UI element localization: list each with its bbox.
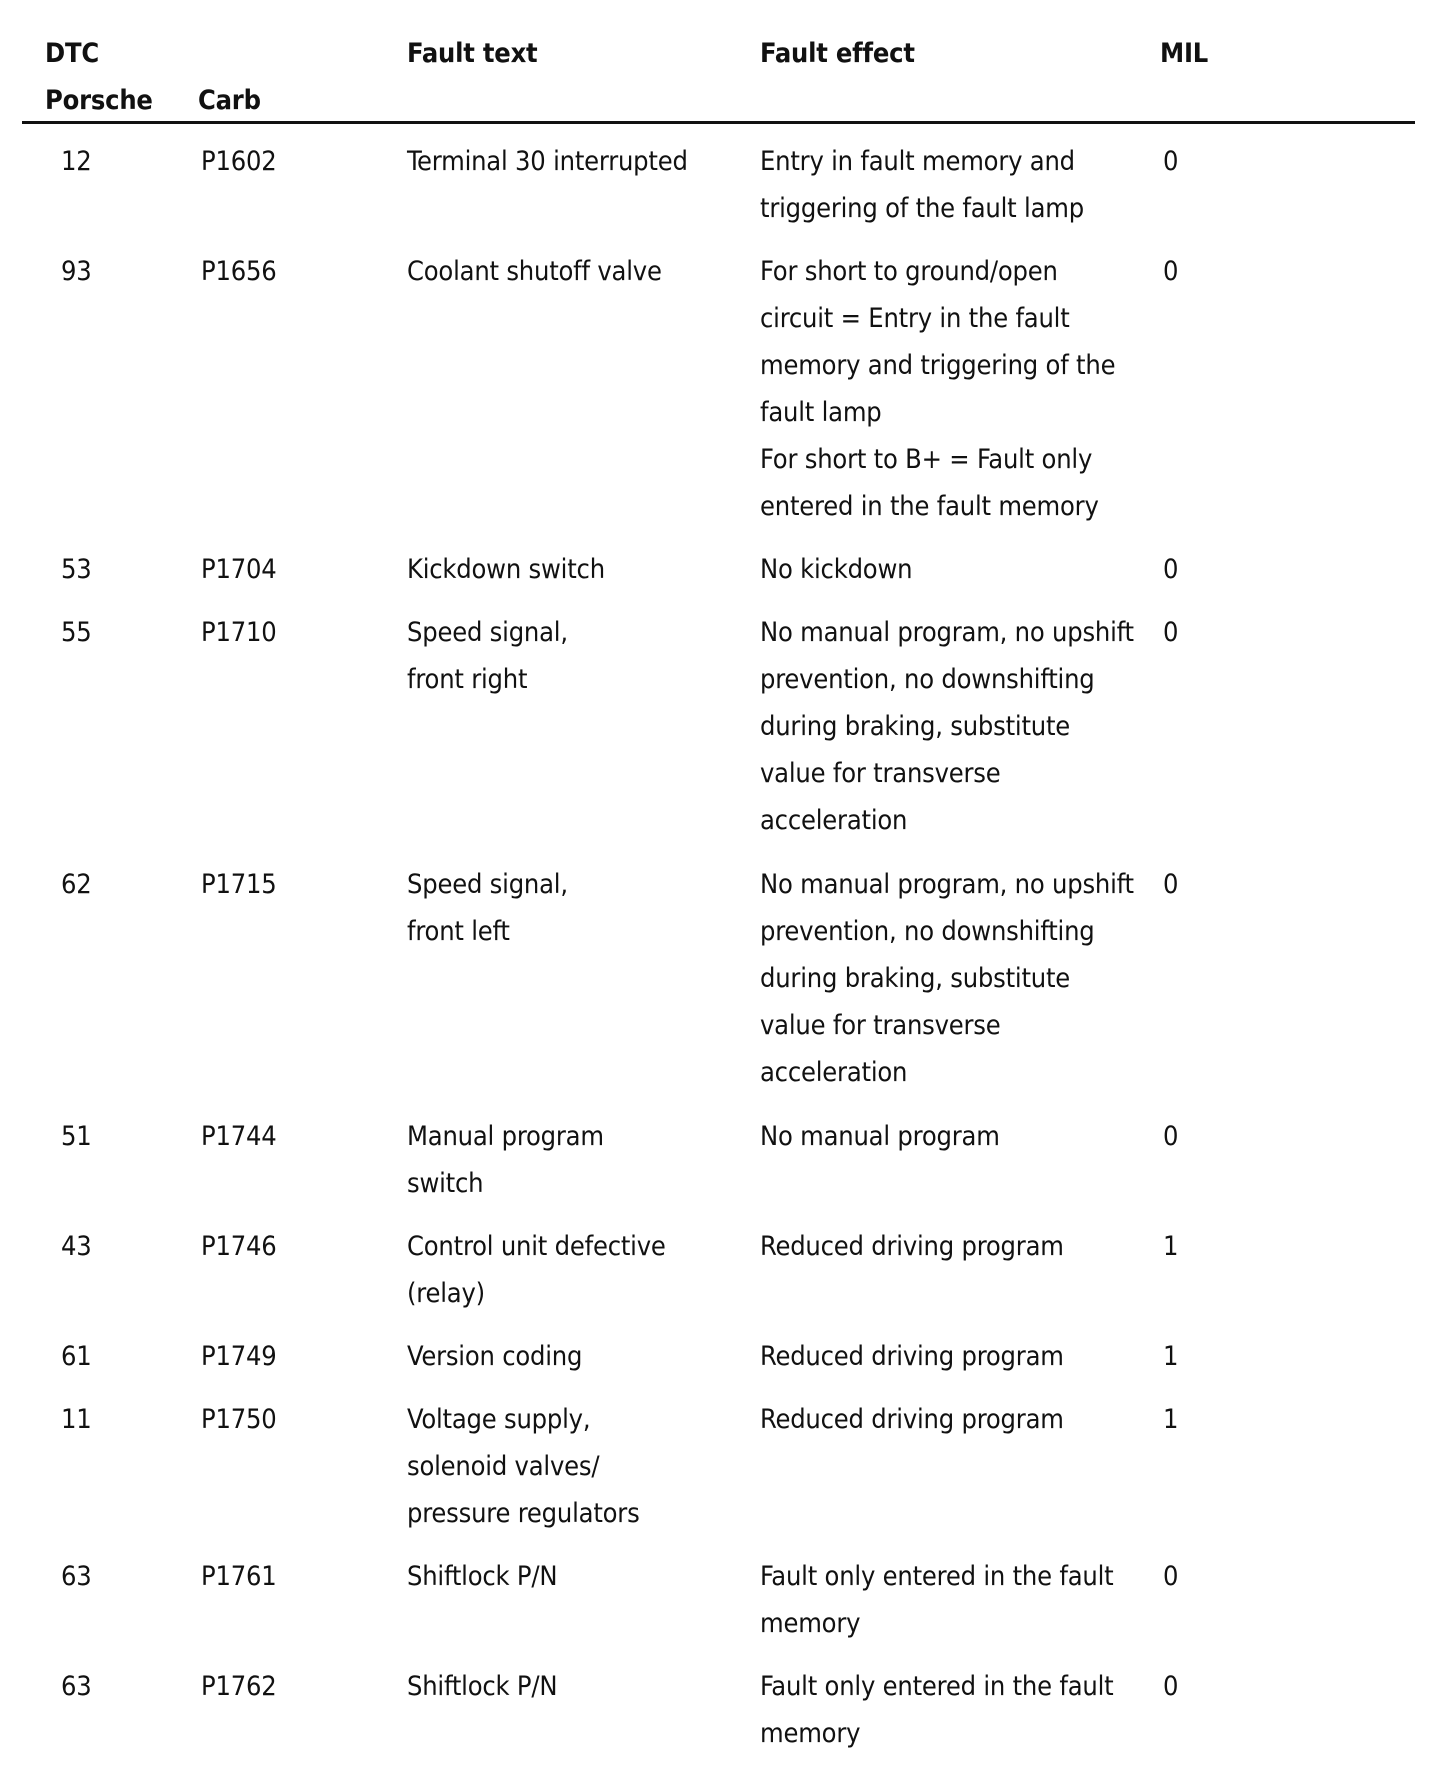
fault-effect-cell: Reduced driving program	[760, 1231, 1064, 1262]
header-divider	[22, 121, 1415, 124]
dtc-porsche-cell: 62	[61, 869, 92, 900]
mil-cell: 1	[1163, 1341, 1179, 1372]
fault-effect-cell: Reduced driving program	[760, 1341, 1064, 1372]
mil-cell: 0	[1163, 256, 1179, 287]
fault-effect-cell: No manual program, no upshift prevention, no downshifting during braking, substitute value for transverse acceleration	[760, 617, 1134, 836]
dtc-porsche-cell: 63	[61, 1671, 92, 1702]
mil-cell: 0	[1163, 869, 1179, 900]
carb-cell: P1746	[201, 1231, 277, 1262]
carb-cell: P1715	[201, 869, 277, 900]
fault-text-cell: Voltage supply, solenoid valves/ pressure regulators	[407, 1404, 640, 1529]
fault-effect-cell: No kickdown	[760, 554, 913, 585]
carb-cell: P1744	[201, 1121, 277, 1152]
header-fault-effect: Fault effect	[760, 38, 915, 69]
fault-text-cell: Speed signal, front right	[407, 617, 568, 695]
carb-cell: P1656	[201, 256, 277, 287]
mil-cell: 0	[1163, 146, 1179, 177]
fault-text-cell: Control unit defective (relay)	[407, 1231, 666, 1309]
carb-cell: P1761	[201, 1561, 277, 1592]
fault-effect-cell: Reduced driving program	[760, 1404, 1064, 1435]
fault-effect-cell: No manual program	[760, 1121, 1000, 1152]
dtc-porsche-cell: 43	[61, 1231, 92, 1262]
fault-text-cell: Terminal 30 interrupted	[407, 146, 688, 177]
dtc-porsche-cell: 51	[61, 1121, 92, 1152]
carb-cell: P1602	[201, 146, 277, 177]
carb-cell: P1750	[201, 1404, 277, 1435]
mil-cell: 1	[1163, 1404, 1179, 1435]
fault-effect-cell: Entry in fault memory and triggering of the fault lamp	[760, 146, 1084, 224]
dtc-porsche-cell: 55	[61, 617, 92, 648]
header-mil: MIL	[1160, 38, 1209, 69]
fault-text-cell: Shiftlock P/N	[407, 1561, 558, 1592]
dtc-porsche-cell: 11	[61, 1404, 92, 1435]
dtc-porsche-cell: 53	[61, 554, 92, 585]
fault-effect-cell: Fault only entered in the fault memory	[760, 1561, 1114, 1639]
dtc-porsche-cell: 12	[61, 146, 92, 177]
fault-text-cell: Speed signal, front left	[407, 869, 568, 947]
carb-cell: P1704	[201, 554, 277, 585]
fault-text-cell: Coolant shutoff valve	[407, 256, 662, 287]
fault-text-cell: Kickdown switch	[407, 554, 605, 585]
header-dtc-line1: DTC	[45, 38, 99, 69]
fault-text-cell: Manual program switch	[407, 1121, 604, 1199]
dtc-porsche-cell: 61	[61, 1341, 92, 1372]
header-dtc	[45, 30, 153, 124]
header-carb: Carb	[198, 85, 261, 116]
dtc-porsche-cell: 63	[61, 1561, 92, 1592]
fault-text-cell: Version coding	[407, 1341, 583, 1372]
carb-cell: P1762	[201, 1671, 277, 1702]
mil-cell: 0	[1163, 617, 1179, 648]
carb-cell: P1749	[201, 1341, 277, 1372]
header-dtc-line2: Porsche	[45, 85, 153, 116]
carb-cell: P1710	[201, 617, 277, 648]
fault-effect-cell: Fault only entered in the fault memory	[760, 1671, 1114, 1749]
fault-effect-cell: No manual program, no upshift prevention, no downshifting during braking, substitute value for transverse acceleration	[760, 869, 1134, 1088]
header-fault-text: Fault text	[407, 38, 538, 69]
fault-text-cell: Shiftlock P/N	[407, 1671, 558, 1702]
mil-cell: 0	[1163, 1121, 1179, 1152]
mil-cell: 0	[1163, 1561, 1179, 1592]
dtc-porsche-cell: 93	[61, 256, 92, 287]
mil-cell: 1	[1163, 1231, 1179, 1262]
mil-cell: 0	[1163, 554, 1179, 585]
fault-effect-cell: For short to ground/open circuit = Entry in the fault memory and triggering of the fault lamp For short to B+ = Fault only entered in the fault memory	[760, 256, 1116, 522]
mil-cell: 0	[1163, 1671, 1179, 1702]
